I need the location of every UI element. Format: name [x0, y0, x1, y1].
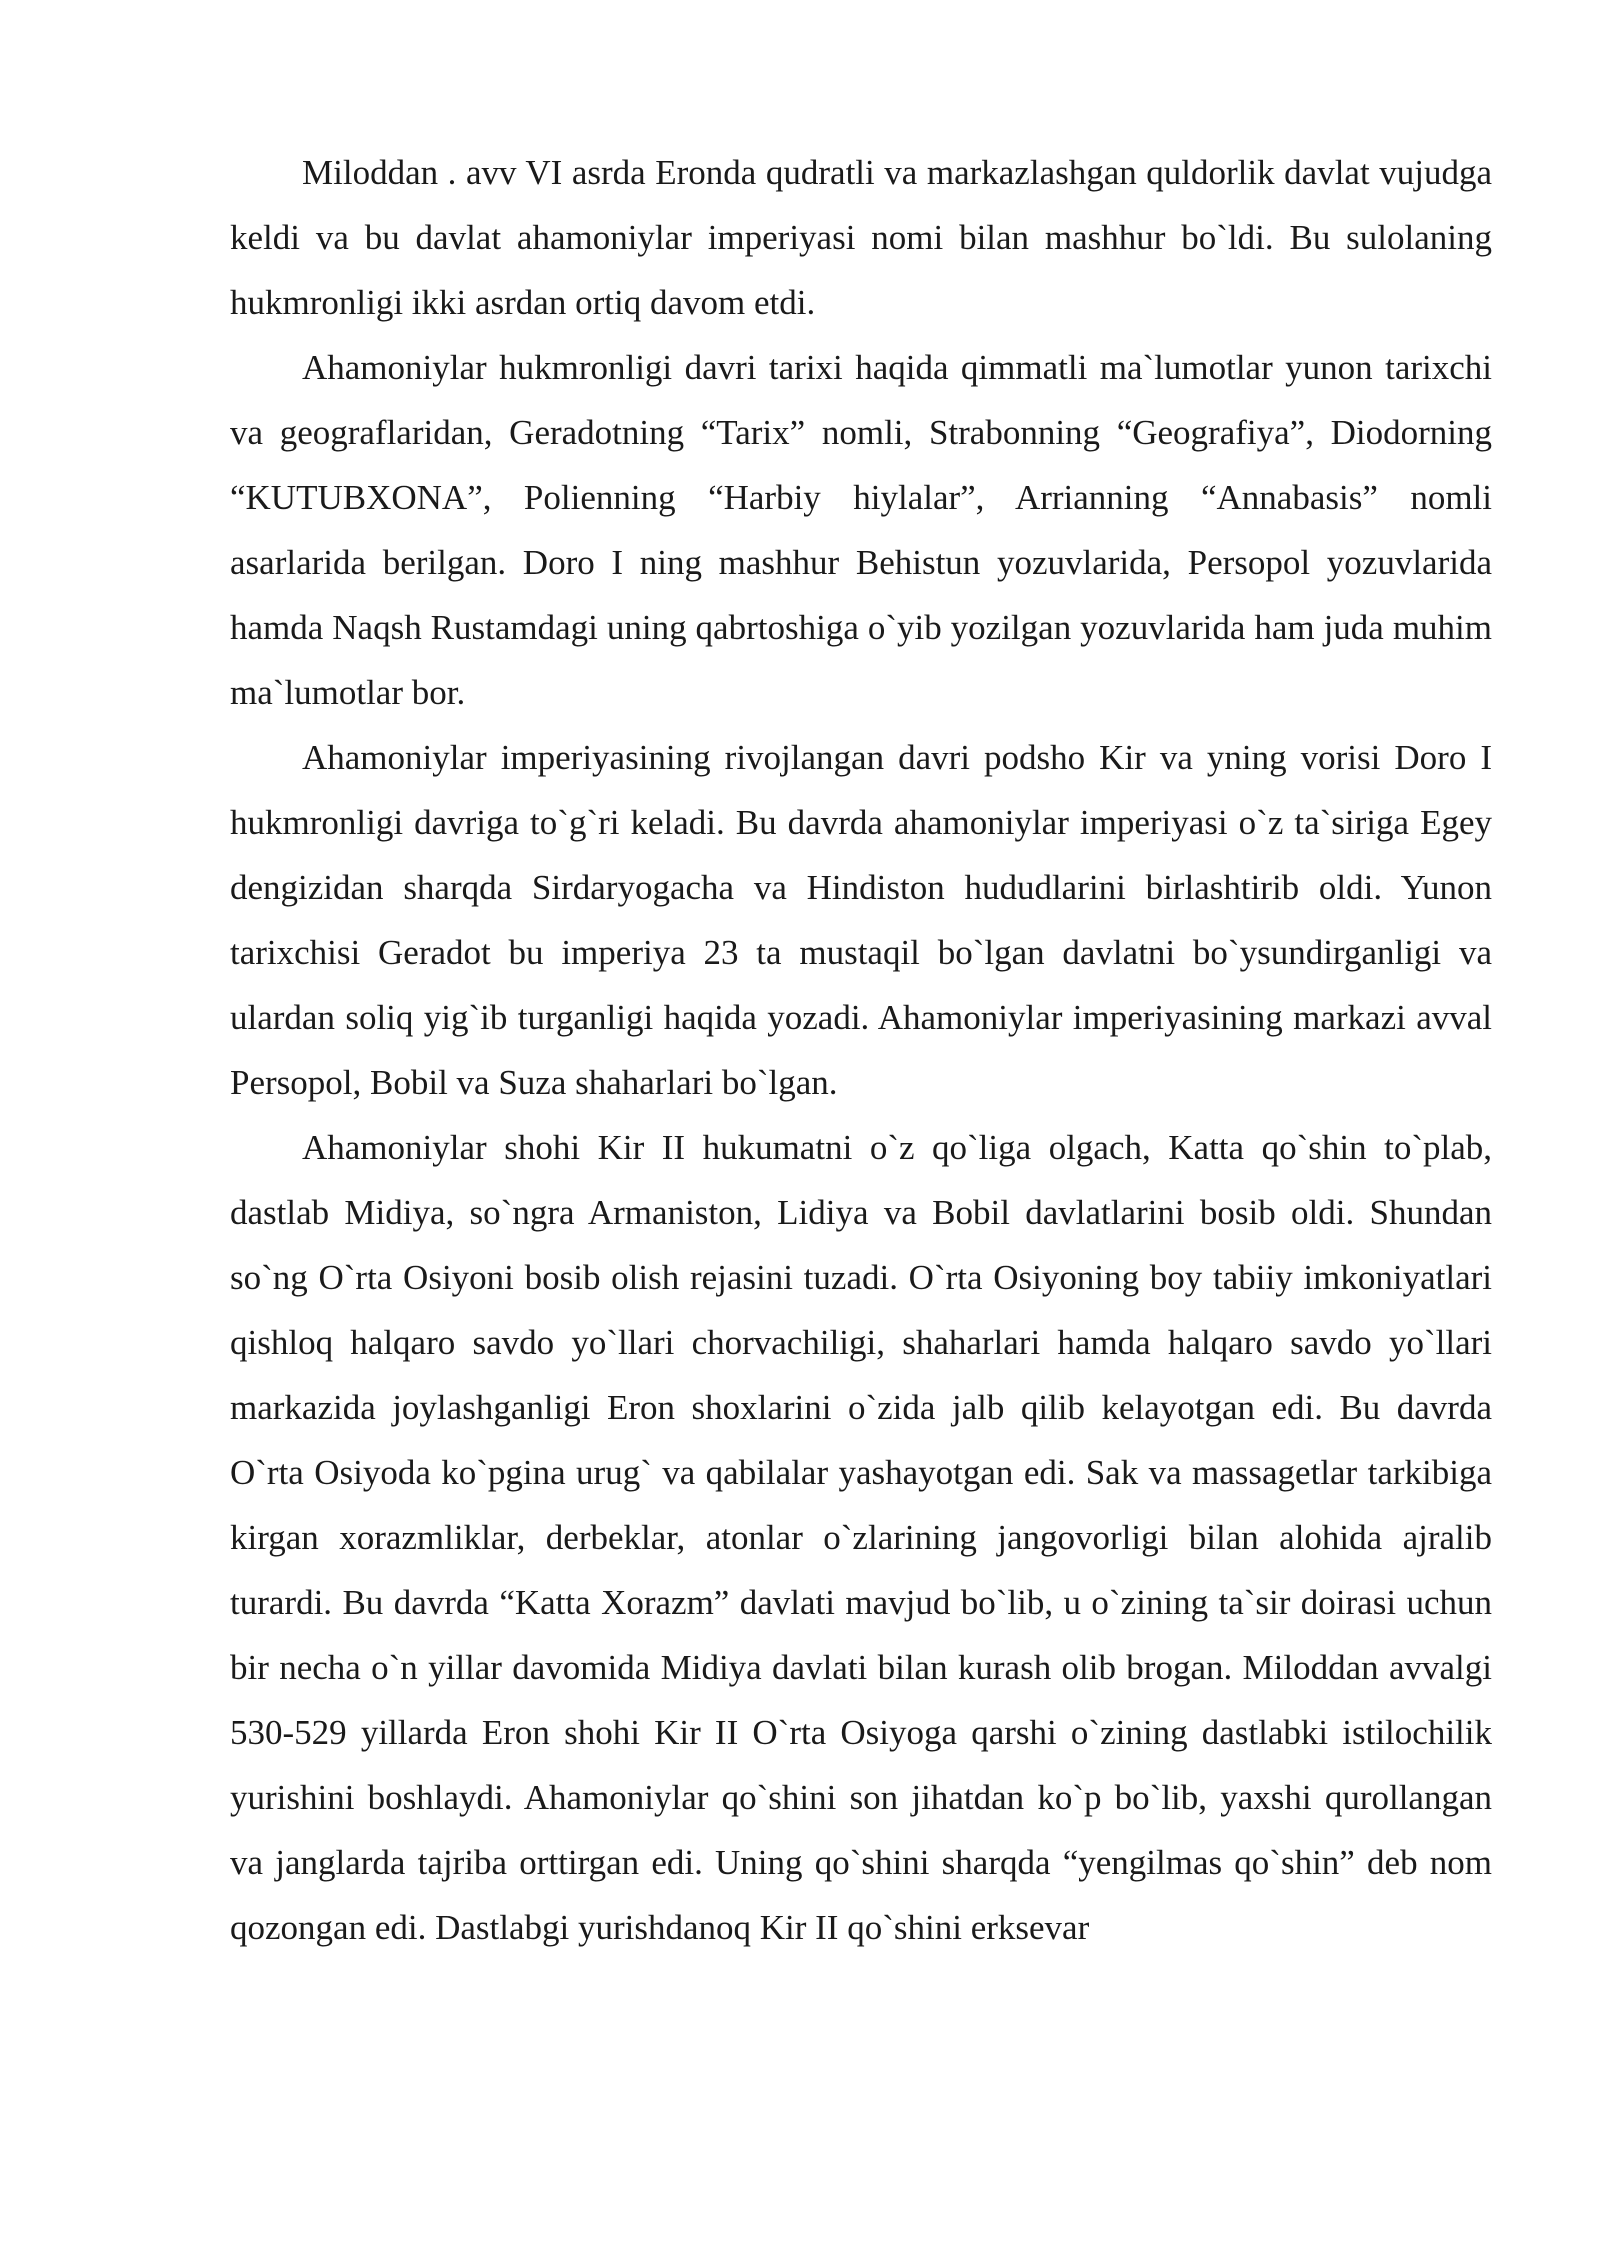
paragraph-cyrus-campaign: Ahamoniylar shohi Kir II hukumatni o`z qo`liga olgach, Katta qo`shin to`plab, dastlab Midiya, so`ngra Armaniston, Lidiya va Bobil davlatlarini bosib oldi. Shundan so`ng O`rta Osiyoni bosib olish rejasini tuzadi. O`rta Osiyoning boy tabiiy imkoniyatlari qishloq halqaro savdo yo`llari chorvachiligi, shaharlari hamda halqaro savdo yo`llari markazida joylashganligi Eron shoxlarini o`zida jalb qilib kelayotgan edi. Bu davrda O`rta Osiyoda ko`pgina urug` va qabilalar yashayotgan edi. Sak va massagetlar tarkibiga kirgan xorazmliklar, derbeklar, atonlar o`zlarining jangovorligi bilan alohida ajralib turardi. Bu davrda “Katta Xorazm” davlati mavjud bo`lib, u o`zining ta`sir doirasi uchun bir necha o`n yillar davomida Midiya davlati bilan kurash olib brogan. Miloddan avvalgi 530-529 yillarda Eron shohi Kir II O`rta Osiyoga qarshi o`zining dastlabki istilochilik yurishini boshlaydi. Ahamoniylar qo`shini son jihatdan ko`p bo`lib, yaxshi qurollangan va janglarda tajriba orttirgan edi. Uning qo`shini sharqda “yengilmas qo`shin” deb nom qozongan edi. Dastlabgi yurishdanoq Kir II qo`shini erksevar	[230, 1128, 1492, 1947]
paragraph-empire-expansion: Ahamoniylar imperiyasining rivojlangan davri podsho Kir va yning vorisi Doro I hukmronligi davriga to`g`ri keladi. Bu davrda ahamoniylar imperiyasi o`z ta`siriga Egey dengizidan sharqda Sirdaryogacha va Hindiston hududlarini birlashtirib oldi. Yunon tarixchisi Geradot bu imperiya 23 ta mustaqil bo`lgan davlatni bo`ysundirganligi va ulardan soliq yig`ib turganligi haqida yozadi. Ahamoniylar imperiyasining markazi avval Persopol, Bobil va Suza shaharlari bo`lgan.	[230, 738, 1492, 1102]
paragraph-historical-sources: Ahamoniylar hukmronligi davri tarixi haqida qimmatli ma`lumotlar yunon tarixchi va geograflaridan, Geradotning “Tarix” nomli, Strabonning “Geografiya”, Diodorning “KUTUBXONA”, Polienning “Harbiy hiylalar”, Arrianning “Annabasis” nomli asarlarida berilgan. Doro I ning mashhur Behistun yozuvlarida, Persopol yozuvlarida hamda Naqsh Rustamdagi uning qabrtoshiga o`yib yozilgan yozuvlarida ham juda muhim ma`lumotlar bor.	[230, 348, 1492, 712]
paragraph-achaemenid-origin: Miloddan . avv VI asrda Eronda qudratli va markazlashgan quldorlik davlat vujudga keldi va bu davlat ahamoniylar imperiyasi nomi bilan mashhur bo`ldi. Bu sulolaning hukmronligi ikki asrdan ortiq davom etdi.	[230, 153, 1492, 322]
document-page	[230, 140, 1492, 1960]
